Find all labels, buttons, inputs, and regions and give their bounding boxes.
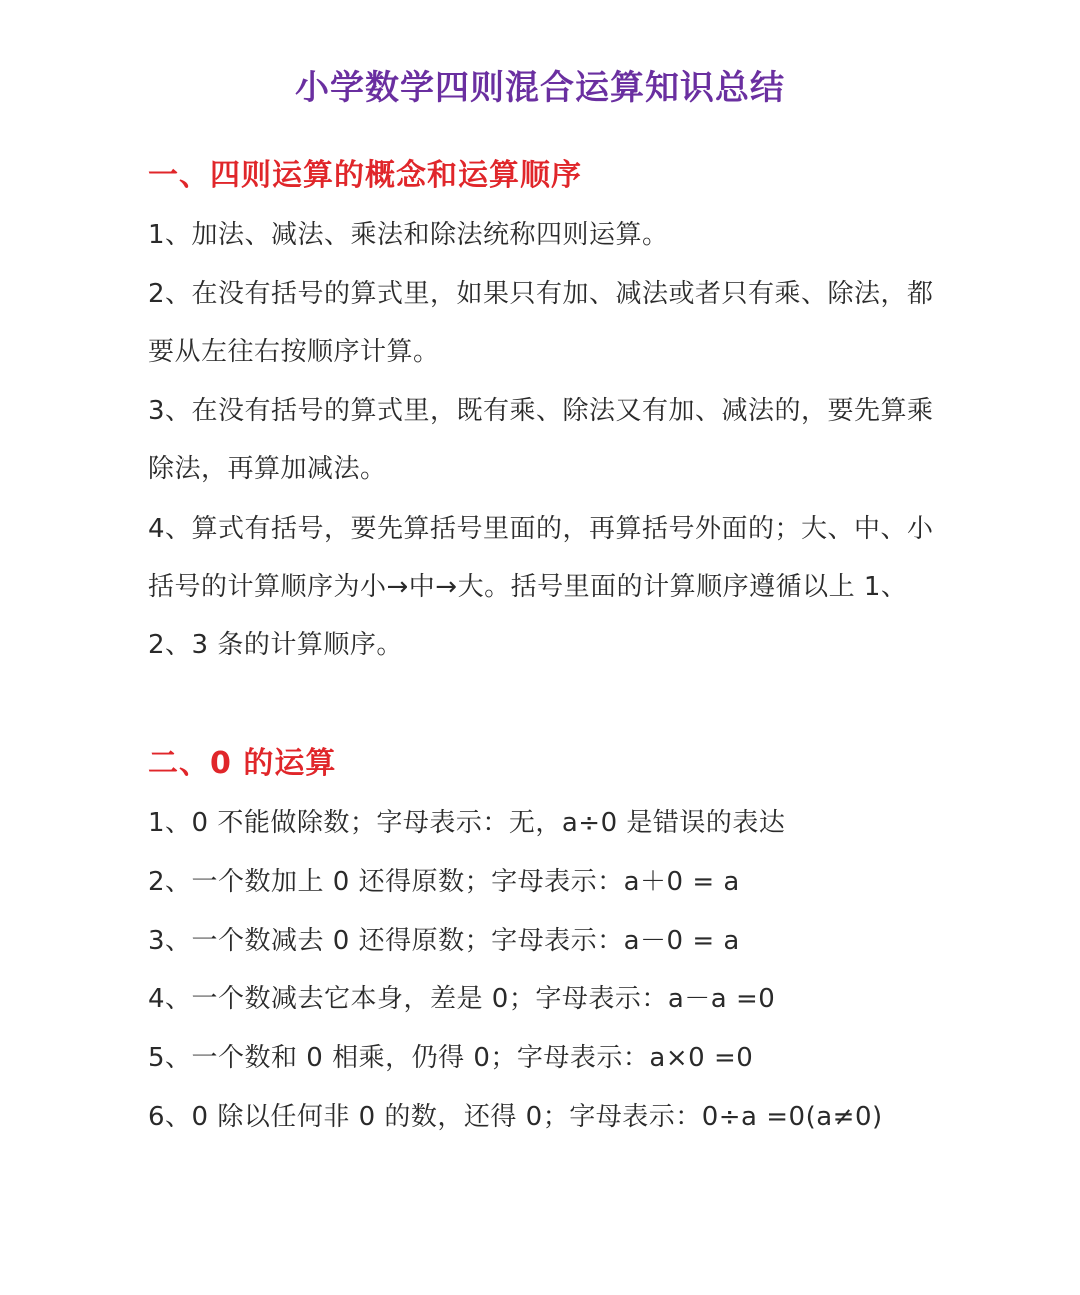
list-item: 6、0 除以任何非 0 的数，还得 0；字母表示：0÷a =0(a≠0) <box>148 1102 883 1132</box>
list-item: 5、一个数和 0 相乘，仍得 0；字母表示：a×0 =0 <box>148 1043 754 1073</box>
list-item: 1、0 不能做除数；字母表示：无，a÷0 是错误的表达 <box>148 808 786 838</box>
list-item: 3、一个数减去 0 还得原数；字母表示：a－0 = a <box>148 926 740 956</box>
list-item: 4、一个数减去它本身，差是 0；字母表示：a－a =0 <box>148 984 776 1014</box>
list-item: 2、一个数加上 0 还得原数；字母表示：a＋0 = a <box>148 867 740 897</box>
list-item: 1、加法、减法、乘法和除法统称四则运算。 <box>148 220 669 250</box>
list-item: 3、在没有括号的算式里，既有乘、除法又有加、减法的，要先算乘除法，再算加减法。 <box>148 396 934 484</box>
list-item: 2、在没有括号的算式里，如果只有加、减法或者只有乘、除法，都要从左往右按顺序计算。 <box>148 279 934 367</box>
list-item: 4、算式有括号，要先算括号里面的，再算括号外面的；大、中、小括号的计算顺序为小→中→大。括号里面的计算顺序遵循以上 1、2、3 条的计算顺序。 <box>148 514 934 660</box>
page-title: 小学数学四则混合运算知识总结 <box>295 68 785 108</box>
section-heading-operations: 一、四则运算的概念和运算顺序 <box>148 158 582 193</box>
section-heading-zero: 二、0 的运算 <box>148 746 337 781</box>
